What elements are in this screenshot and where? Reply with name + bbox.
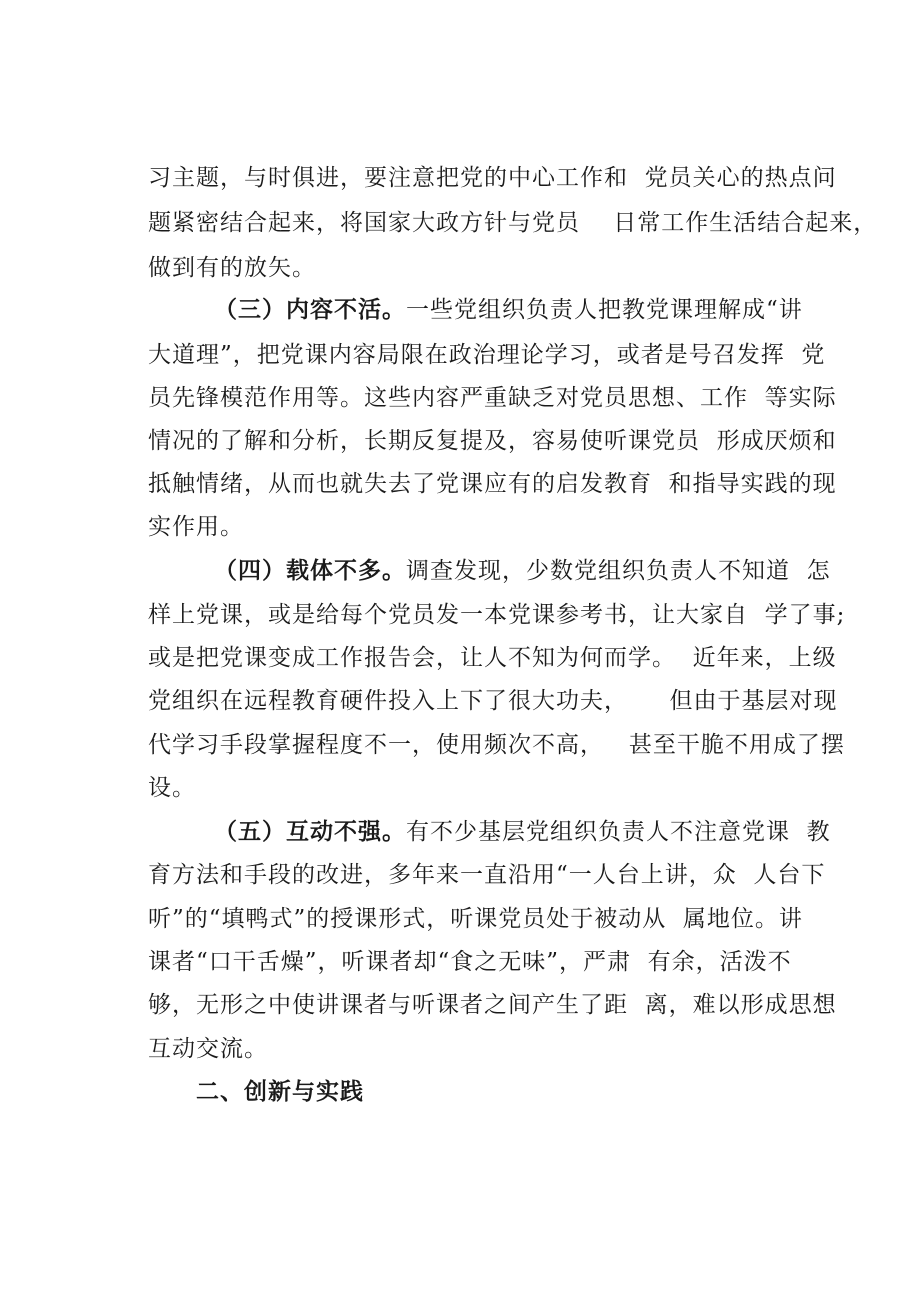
section-heading-innovation: 二、创新与实践 — [196, 1078, 364, 1105]
intro-line-2: 题紧密结合起来，将国家大政方针与党员 日常工作生活结合起来， — [148, 210, 878, 236]
section-5-line-5: 够，无形之中使讲课者与听课者之间产生了距 离，难以形成思想 — [148, 992, 837, 1018]
section-4-line-4: 党组织在远程教育硬件投入上下了很大功夫， 但由于基层对现 — [148, 688, 838, 714]
intro-line-3: 做到有的放矢。 — [148, 255, 316, 281]
section-4-title: （四）载体不多。 — [214, 557, 406, 584]
section-3-first-line — [214, 295, 834, 325]
section-4-line-3: 或是把党课变成工作报告会，让人不知为何而学。 近年来，上级 — [148, 645, 837, 671]
section-5-line-4: 课者“口干舌燥”，听课者却“食之无味”，严肃 有余，活泼不 — [148, 949, 792, 975]
section-4-line-6: 设。 — [148, 775, 196, 801]
section-5-line-3: 听”的“填鸭式”的授课形式，听课党员处于被动从 属地位。讲 — [148, 906, 803, 932]
section-5-line-6: 互动交流。 — [148, 1036, 268, 1062]
section-3-line-6: 实作用。 — [148, 514, 244, 540]
section-4-line-1: 调查发现，少数党组织负责人不知道 怎 — [406, 558, 831, 584]
section-5-first-line — [214, 817, 834, 847]
section-5-line-1: 有不少基层党组织负责人不注意党课 教 — [406, 819, 831, 845]
section-3-title: （三）内容不活。 — [214, 296, 406, 323]
section-3-line-2: 大道理”，把党课内容局限在政治理论学习，或者是号召发挥 党 — [148, 342, 826, 368]
intro-line-1: 习主题，与时俱进，要注意把党的中心工作和 党员关心的热点问 — [148, 165, 837, 191]
section-4-first-line — [214, 556, 834, 586]
section-4-line-5: 代学习手段掌握程度不一，使用频次不高， 甚至干脆不用成了摆 — [148, 732, 845, 758]
section-3-line-5: 抵触情绪，从而也就失去了党课应有的启发教育 和指导实践的现 — [148, 471, 837, 497]
section-4-line-2: 样上党课，或是给每个党员发一本党课参考书，让大家自 学了事; — [148, 602, 846, 628]
section-3-line-4: 情况的了解和分析，长期反复提及，容易使听课党员 形成厌烦和 — [148, 428, 837, 454]
section-3-line-3: 员先锋模范作用等。这些内容严重缺乏对党员思想、工作 等实际 — [148, 385, 837, 411]
section-3-line-1: 一些党组织负责人把教党课理解成“讲 — [406, 297, 803, 323]
section-5-line-2: 育方法和手段的改进，多年来一直沿用“一人台上讲，众 人台下 — [148, 862, 826, 888]
section-5-title: （五）互动不强。 — [214, 818, 406, 845]
